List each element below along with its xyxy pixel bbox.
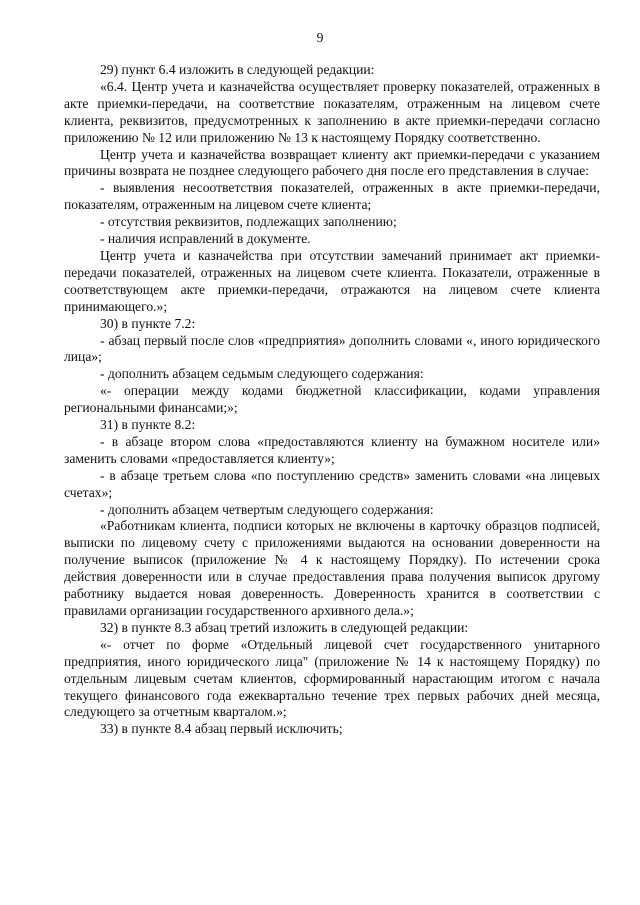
paragraph-item-31: 31) в пункте 8.2: (100, 417, 196, 433)
list-item: - в абзаце третьем слова «по поступлению средств» заменить словами «на лицевых счетах»; (64, 467, 600, 500)
page-number: 9 (316, 30, 324, 45)
paragraph-item-32: 32) в пункте 8.3 абзац третий изложить в следующей редакции: (100, 619, 469, 635)
paragraph-quote: «- операции между кодами бюджетной классификации, кодами управления региональными финансами;»; (64, 383, 600, 416)
paragraph-quote: «Работникам клиента, подписи которых не включены в карточку образцов подписей, выписки по лицевому счету с приложениями выдаются на основании доверенности на получение выписок (приложение № 4 к настоящему Порядку). По истечении срока действия доверенности или в случае предоставления права получения выписок другому работнику выдается новая доверенность. Доверенность хранится в соответствии с правилами организации государственного архивного дела.»; (64, 518, 600, 618)
list-item: - дополнить абзацем четвертым следующего содержания: (100, 501, 434, 517)
list-item: - абзац первый после слов «предприятия» дополнить словами «, иного юридического лица»; (64, 332, 600, 365)
list-item: - отсутствия реквизитов, подлежащих заполнению; (100, 214, 397, 230)
paragraph-item-29: 29) пункт 6.4 изложить в следующей редакции: (100, 62, 375, 77)
paragraph-item-30: 30) в пункте 7.2: (100, 315, 196, 331)
paragraph-item-33: 33) в пункте 8.4 абзац первый исключить; (100, 721, 343, 737)
document-body (64, 62, 600, 738)
list-item: - выявления несоответствия показателей, отраженных в акте приемки-передачи, показателям, отраженным на лицевом счете клиента; (64, 180, 600, 213)
list-item: - в абзаце втором слова «предоставляются клиенту на бумажном носителе или» заменить словами «предоставляется клиенту»; (64, 433, 600, 466)
paragraph: Центр учета и казначейства при отсутствии замечаний принимает акт приемки-передачи показателей, отраженных на лицевом счете клиента. Показатели, отраженные в соответствующем акте приемки-передачи, отражаются на лицевом счете клиента принимающего.»; (64, 247, 600, 314)
paragraph-quote: «- отчет по форме «Отдельный лицевой счет государственного унитарного предприятия, иного юридического лица" (приложение № 14 к настоящему Порядку) по отдельным лицевым счетам клиентов, сформированный нарастающим итогом с начала текущего финансового года ежеквартально течение трех первых рабочих дней месяца, следующего за отчетным кварталом.»; (64, 636, 600, 720)
paragraph: Центр учета и казначейства возвращает клиенту акт приемки-передачи с указанием причины возврата не позднее следующего рабочего дня после его представления в случае: (64, 146, 600, 179)
paragraph-quote-6-4: «6.4. Центр учета и казначейства осуществляет проверку показателей, отраженных в акте приемки-передачи, на соответствие показателям, отраженным на лицевом счете клиента, реквизитов, предусмотренных к заполнению в акте приемки-передачи согласно приложению № 12 или приложению № 13 к настоящему Порядку соответственно. (64, 78, 600, 145)
list-item: - дополнить абзацем седьмым следующего содержания: (100, 366, 424, 382)
list-item: - наличия исправлений в документе. (100, 231, 311, 247)
